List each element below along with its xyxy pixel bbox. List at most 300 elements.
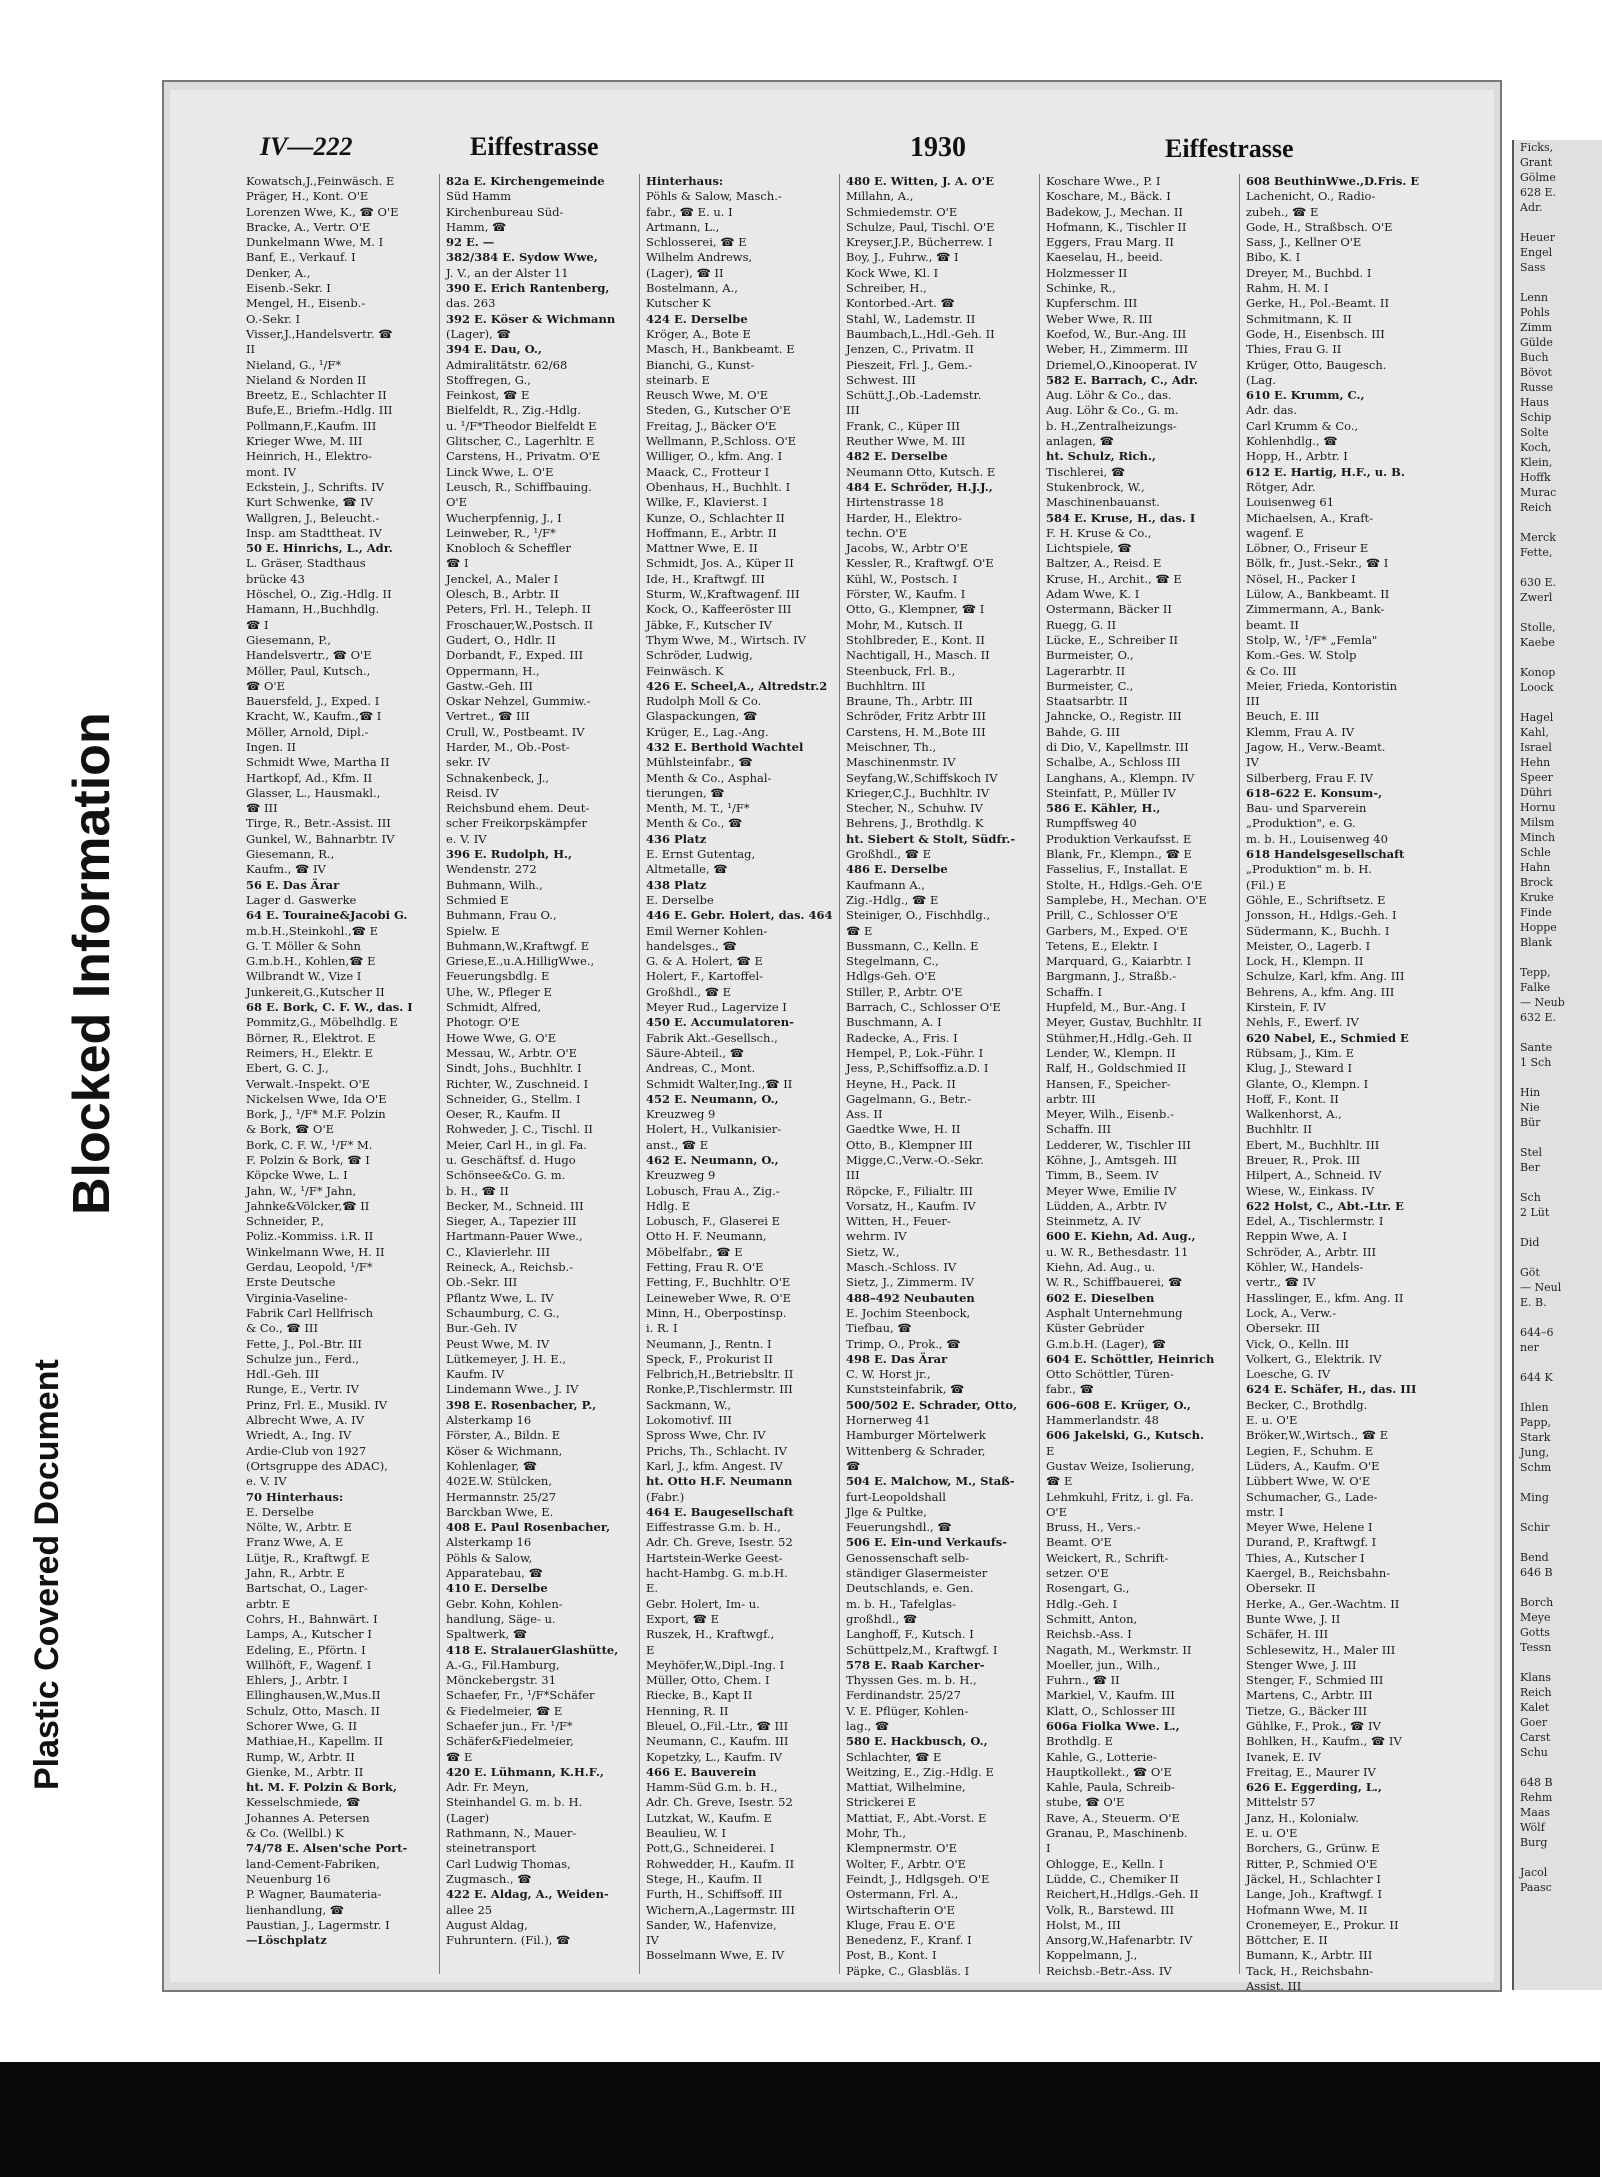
directory-entry: A.-G., Fil.Hamburg, xyxy=(446,1657,560,1672)
adjacent-page-fragment xyxy=(1514,605,1602,620)
adjacent-page-fragment: Zwerl xyxy=(1520,591,1553,604)
directory-entry: Köhler, W., Handels- xyxy=(1246,1260,1364,1275)
adjacent-page-fragment xyxy=(1514,1220,1602,1235)
directory-entry: Apparatebau, ☎ xyxy=(446,1566,543,1581)
adjacent-page-fragment xyxy=(1514,695,1602,710)
directory-entry: Feinwäsch. K xyxy=(646,663,724,678)
directory-entry: Stolp, W., ¹/F* „Femla" xyxy=(1246,632,1378,647)
directory-entry: Nachtigall, H., Masch. II xyxy=(846,648,990,663)
directory-entry: Rump, W., Arbtr. II xyxy=(246,1749,355,1764)
adjacent-page-fragment: Schle xyxy=(1520,846,1551,859)
directory-entry: Bau- und Sparverein xyxy=(1246,801,1367,816)
directory-entry: Möbelfabr., ☎ E xyxy=(646,1244,743,1259)
directory-entry: Maschinenbauanst. xyxy=(1046,495,1160,510)
directory-entry: Schmitt, Anton, xyxy=(1046,1611,1138,1626)
directory-entry: Krieger,C.J., Buchhltr. IV xyxy=(846,785,990,800)
directory-entry: 432 E. Berthold Wachtel xyxy=(646,739,804,754)
directory-entry: Rötger, Adr. xyxy=(1246,479,1316,494)
directory-entry: Klemm, Frau A. IV xyxy=(1246,724,1355,739)
directory-entry: Röpcke, F., Filialtr. III xyxy=(846,1183,973,1198)
directory-entry: V. E. Pflüger, Kohlen- xyxy=(846,1703,969,1718)
directory-entry: Ostermann, Bäcker II xyxy=(1046,602,1172,617)
directory-entry: Radecke, A., Fris. I xyxy=(846,1030,958,1045)
directory-entry: Tietze, G., Bäcker III xyxy=(1246,1703,1367,1718)
directory-entry: Klempnermstr. O'E xyxy=(846,1841,958,1856)
adjacent-page-fragment: Israel xyxy=(1520,741,1552,754)
adjacent-page-fragment: 648 B xyxy=(1520,1776,1553,1789)
directory-entry: Päpke, C., Glasbläs. I xyxy=(846,1963,970,1978)
directory-entry: Lehmkuhl, Fritz, i. gl. Fa. xyxy=(1046,1489,1194,1504)
directory-entry: 506 E. Ein-und Verkaufs- xyxy=(846,1535,1008,1550)
directory-entry: Junkereit,G.,Kutscher II xyxy=(246,984,385,999)
directory-entry: Pollmann,F.,Kaufm. III xyxy=(246,418,377,433)
directory-entry: Förster, A., Bildn. E xyxy=(446,1428,561,1443)
directory-entry: Nölte, W., Arbtr. E xyxy=(246,1520,352,1535)
directory-entry: Reichsbund ehem. Deut- xyxy=(446,801,590,816)
adjacent-page-fragment: Burg xyxy=(1520,1836,1548,1849)
directory-entry: 410 E. Derselbe xyxy=(446,1581,548,1596)
directory-entry: Harder, H., Elektro- xyxy=(846,510,962,525)
directory-entry: Reimers, H., Elektr. E xyxy=(246,1045,373,1060)
page-header xyxy=(260,130,1490,170)
directory-entry: Post, B., Kont. I xyxy=(846,1948,937,1963)
directory-entry: Nehls, F., Ewerf. IV xyxy=(1246,1015,1359,1030)
directory-entry: Beaulieu, W. I xyxy=(646,1826,727,1841)
adjacent-page-fragment: Loock xyxy=(1520,681,1554,694)
directory-entry: handlung, Säge- u. xyxy=(446,1611,556,1626)
directory-entry: Stukenbrock, W., xyxy=(1046,479,1145,494)
directory-entry: 56 E. Das Ärar xyxy=(246,877,340,892)
directory-entry: Schaffn. III xyxy=(1046,1122,1112,1137)
directory-entry: Jonsson, H., Hdlgs.-Geh. I xyxy=(1246,908,1397,923)
directory-entry: Ansorg,W.,Hafenarbtr. IV xyxy=(1046,1933,1193,1948)
adjacent-page-fragment: ner xyxy=(1520,1341,1539,1354)
directory-entry: Schönsee&Co. G. m. xyxy=(446,1168,566,1183)
directory-entry: 64 E. Touraine&Jacobi G. xyxy=(246,908,408,923)
directory-entry: II xyxy=(246,342,256,357)
directory-entry: (Ortsgruppe des ADAC), xyxy=(246,1458,388,1473)
directory-entry: Schnakenbeck, J., xyxy=(446,770,550,785)
adjacent-page-fragment: Stel xyxy=(1520,1146,1542,1159)
directory-entry: Holst, M., III xyxy=(1046,1917,1121,1932)
directory-entry: Kahle, G., Lotterie- xyxy=(1046,1749,1157,1764)
directory-entry: Kirstein, F. IV xyxy=(1246,1000,1326,1015)
directory-entry: ☎ I xyxy=(446,556,469,571)
directory-entry: Kowatsch,J.,Feinwäsch. E xyxy=(246,174,395,188)
directory-entry: Kreuzweg 9 xyxy=(646,1107,716,1122)
directory-entry: ht. Otto H.F. Neumann xyxy=(646,1474,793,1489)
adjacent-page-fragment: Brock xyxy=(1520,876,1553,889)
directory-entry: Mattner Wwe, E. II xyxy=(646,541,758,556)
directory-entry: 92 E. — xyxy=(446,235,495,250)
directory-entry: Legien, F., Schuhm. E xyxy=(1246,1443,1374,1458)
adjacent-page-fragment: Klans xyxy=(1520,1671,1552,1684)
directory-entry: m.b.H.,Steinkohl.,☎ E xyxy=(246,923,378,938)
directory-entry: Hirtenstrasse 18 xyxy=(846,495,944,510)
directory-entry: 504 E. Malchow, M., Staß- xyxy=(846,1474,1015,1489)
adjacent-page-fragment: Klein, xyxy=(1520,456,1553,469)
directory-entry: Albrecht Wwe, A. IV xyxy=(246,1413,365,1428)
directory-entry: Zugmasch., ☎ xyxy=(446,1871,532,1886)
directory-column-5 xyxy=(1040,174,1240,1978)
directory-entry: Weber Wwe, R. III xyxy=(1046,311,1153,326)
directory-entry: Holzmesser II xyxy=(1046,265,1128,280)
directory-entry: Prinz, Frl. E., Musikl. IV xyxy=(246,1397,388,1412)
directory-entry: Kock Wwe, Kl. I xyxy=(846,265,939,280)
adjacent-page-fragment: Schip xyxy=(1520,411,1552,424)
directory-entry: O.-Sekr. I xyxy=(246,311,301,326)
adjacent-page-fragment: 646 B xyxy=(1520,1566,1553,1579)
directory-entry: Stege, H., Kaufm. II xyxy=(646,1871,763,1886)
directory-entry: (Lag. xyxy=(1246,372,1276,387)
adjacent-page-fragment: Maas xyxy=(1520,1806,1551,1819)
directory-entry: Bork, C. F. W., ¹/F* M. xyxy=(246,1137,373,1152)
directory-entry: Ebert, M., Buchhltr. III xyxy=(1246,1137,1380,1152)
directory-entry: E. Derselbe xyxy=(646,892,714,907)
directory-entry: Mohr, M., Kutsch. II xyxy=(846,617,963,632)
directory-entry: Alsterkamp 16 xyxy=(446,1535,532,1550)
directory-page xyxy=(162,80,1502,1992)
directory-entry: Mengel, H., Eisenb.- xyxy=(246,296,366,311)
directory-entry: Fabrik Carl Hellfrisch xyxy=(246,1305,374,1320)
directory-entry: Ronke,P.,Tischlermstr. III xyxy=(646,1382,793,1397)
directory-entry: Andreas, C., Mont. xyxy=(646,1061,756,1076)
directory-entry: Löbner, O., Friseur E xyxy=(1246,541,1369,556)
directory-entry: Migge,C.,Verw.-O.-Sekr. xyxy=(846,1153,984,1167)
directory-entry: Lücke, E., Schreiber II xyxy=(1046,632,1179,647)
year-title: 1930 xyxy=(910,132,966,163)
directory-entry: Lichtspiele, ☎ xyxy=(1046,541,1132,556)
adjacent-page-fragment: E. B. xyxy=(1520,1296,1547,1309)
directory-entry: u. ¹/F*Theodor Bielfeldt E xyxy=(446,418,597,433)
directory-entry: u. Geschäftsf. d. Hugo xyxy=(446,1153,576,1167)
directory-entry: Jahnke&Völcker,☎ II xyxy=(246,1198,370,1213)
directory-entry: G.m.b.H., Kohlen,☎ E xyxy=(246,954,376,969)
directory-entry: Stahl, W., Lademstr. II xyxy=(846,311,976,326)
adjacent-page-fragment: Grant xyxy=(1520,156,1553,169)
directory-entry: Steinhandel G. m. b. H. xyxy=(446,1795,583,1810)
directory-entry: Bölk, fr., Just.-Sekr., ☎ I xyxy=(1246,556,1389,571)
directory-entry: E. u. O'E xyxy=(1246,1413,1298,1428)
directory-entry: Timm, B., Seem. IV xyxy=(1046,1168,1159,1183)
directory-entry: Langhans, A., Klempn. IV xyxy=(1046,770,1195,785)
directory-entry: Tirge, R., Betr.-Assist. III xyxy=(246,816,391,831)
directory-entry: Schumacher, G., Lade- xyxy=(1246,1489,1378,1504)
directory-entry: steinetransport xyxy=(446,1841,536,1856)
adjacent-page-fragment: Heuer xyxy=(1520,231,1555,244)
directory-entry: Meyer, Wilh., Eisenb.- xyxy=(1046,1107,1174,1122)
directory-entry: Hansen, F., Speicher- xyxy=(1046,1076,1171,1091)
adjacent-page-fragment: Schir xyxy=(1520,1521,1550,1534)
directory-entry: brücke 43 xyxy=(246,571,305,586)
directory-entry: Hamm, ☎ xyxy=(446,219,507,234)
directory-entry: 402E.W. Stülcken, xyxy=(446,1474,552,1489)
directory-entry: Richter, W., Zuschneid. I xyxy=(446,1076,589,1091)
directory-entry: ht. Schulz, Rich., xyxy=(1046,449,1156,464)
directory-entry: Peters, Frl. H., Teleph. II xyxy=(446,602,591,617)
adjacent-page-fragment: 644 K xyxy=(1520,1371,1553,1384)
directory-entry: arbtr. III xyxy=(1046,1091,1096,1106)
directory-entry: wehrm. IV xyxy=(846,1229,907,1244)
adjacent-page-fragment: Hagel xyxy=(1520,711,1554,724)
directory-entry: 436 Platz xyxy=(646,831,707,846)
directory-entry: Hdlg.-Geh. I xyxy=(1046,1596,1118,1611)
directory-entry: m. b. H., Tafelglas- xyxy=(846,1596,956,1611)
directory-entry: 382/384 E. Sydow Wwe, xyxy=(446,250,598,265)
directory-entry: 466 E. Bauverein xyxy=(646,1764,757,1779)
directory-entry: Wucherpfennig, J., I xyxy=(446,510,562,525)
directory-entry: E xyxy=(646,1642,655,1657)
directory-entry: Schinke, R., xyxy=(1046,281,1116,296)
directory-entry: Insp. am Stadttheat. IV xyxy=(246,525,382,540)
directory-entry: Lagerarbtr. II xyxy=(1046,663,1126,678)
directory-entry: vertr., ☎ IV xyxy=(1246,1275,1316,1290)
directory-entry: Ruegg, G. II xyxy=(1046,617,1117,632)
directory-entry: Hoff, F., Kont. II xyxy=(1246,1091,1339,1106)
directory-entry: E. Derselbe xyxy=(246,1504,314,1519)
directory-entry: Silberberg, Frau F. IV xyxy=(1246,770,1373,785)
directory-entry: Thyssen Ges. m. b. H., xyxy=(846,1673,977,1688)
directory-entry: Kopetzky, L., Kaufm. IV xyxy=(646,1749,783,1764)
directory-entry: Thies, Frau G. II xyxy=(1246,342,1342,357)
directory-entry: wagenf. E xyxy=(1246,525,1304,540)
directory-entry: Brothdlg. E xyxy=(1046,1734,1114,1749)
directory-entry: Breuer, R., Prok. III xyxy=(1246,1153,1361,1167)
directory-entry: E. u. O'E xyxy=(1246,1826,1298,1841)
directory-entry: 624 E. Schäfer, H., das. III xyxy=(1246,1382,1417,1397)
directory-entry: Hoffmann, E., Arbtr. II xyxy=(646,525,777,540)
adjacent-page-fragment: Meye xyxy=(1520,1611,1551,1624)
directory-entry: Reichsb.-Ass. I xyxy=(1046,1627,1132,1642)
scanner-bottom-bar xyxy=(0,2062,1600,2177)
directory-entry: Dunkelmann Wwe, M. I xyxy=(246,235,384,250)
directory-entry: Aug. Löhr & Co., G. m. xyxy=(1046,403,1179,418)
directory-entry: Südermann, K., Buchh. I xyxy=(1246,923,1390,938)
directory-entry: Oskar Nehzel, Gummiw.- xyxy=(446,694,591,709)
directory-entry: Messau, W., Arbtr. O'E xyxy=(446,1045,578,1060)
directory-entry: Lülow, A., Bankbeamt. II xyxy=(1246,587,1390,602)
directory-entry: Otto, G., Klempner, ☎ I xyxy=(846,602,985,617)
directory-entry: Glaspackungen, ☎ xyxy=(646,709,758,724)
directory-entry: Tiefbau, ☎ xyxy=(846,1321,912,1336)
directory-entry: (Lager), ☎ II xyxy=(646,265,724,280)
directory-entry: Schäfer&Fiedelmeier, xyxy=(446,1734,574,1749)
directory-entry: Wichern,A.,Lagermstr. III xyxy=(646,1902,795,1917)
directory-entry: Bumann, K., Arbtr. III xyxy=(1246,1948,1373,1963)
directory-entry: Handelsvertr., ☎ O'E xyxy=(246,648,372,663)
directory-entry: Schmidt, Jos. A., Küper II xyxy=(646,556,794,571)
directory-entry: Meyer Wwe, Helene I xyxy=(1246,1520,1373,1535)
directory-entry: Lobusch, F., Glaserei E xyxy=(646,1214,781,1229)
directory-entry: anst., ☎ E xyxy=(646,1137,709,1152)
directory-entry: Johannes A. Petersen xyxy=(246,1810,370,1825)
directory-entry: Adr. Ch. Greve, Isestr. 52 xyxy=(646,1535,793,1550)
directory-entry: 584 E. Kruse, H., das. I xyxy=(1046,510,1196,525)
directory-entry: (Lager) xyxy=(446,1810,490,1825)
directory-entry: Fuhruntern. (Fil.), ☎ xyxy=(446,1933,571,1948)
directory-entry: Lorenzen Wwe, K., ☎ O'E xyxy=(246,204,399,219)
directory-entry: Hamann, H.,Buchhdlg. xyxy=(246,602,380,617)
directory-entry: Stoffregen, G., xyxy=(446,372,531,387)
directory-entry: Eckstein, J., Schrifts. IV xyxy=(246,479,385,494)
directory-entry: Gudert, O., Hdlr. II xyxy=(446,632,556,647)
directory-entry: & Bork, ☎ O'E xyxy=(246,1122,335,1137)
directory-entry: Becker, M., Schneid. III xyxy=(446,1198,584,1213)
directory-entry: Borchers, G., Grünw. E xyxy=(1246,1841,1380,1856)
directory-entry: Lachenicht, O., Radio- xyxy=(1246,189,1376,204)
directory-entry: O'E xyxy=(446,495,467,510)
directory-entry: Becker, C., Brothdlg. xyxy=(1246,1397,1368,1412)
directory-entry: Sackmann, W., xyxy=(646,1397,732,1412)
directory-entry: Buschmann, A. I xyxy=(846,1015,942,1030)
directory-entry: Knobloch & Scheffler xyxy=(446,541,571,556)
adjacent-page-fragment: Solte xyxy=(1520,426,1549,439)
adjacent-page-fragment: Tessn xyxy=(1520,1641,1552,1654)
directory-entry: 70 Hinterhaus: xyxy=(246,1489,344,1504)
directory-entry: Burmeister, O., xyxy=(1046,648,1134,663)
directory-entry: i. R. I xyxy=(646,1321,678,1336)
directory-entry: Schwest. III xyxy=(846,372,916,387)
directory-entry: Krüger, E., Lag.-Ang. xyxy=(646,724,769,739)
directory-entry: Maack, C., Frotteur I xyxy=(646,464,770,479)
directory-entry: Griese,E.,u.A.HilligWwe., xyxy=(446,954,595,969)
directory-entry: Schlachter, ☎ E xyxy=(846,1749,942,1764)
directory-entry: Reuther Wwe, M. III xyxy=(846,434,966,449)
directory-entry: Gode, H., Straßbsch. O'E xyxy=(1246,219,1393,234)
adjacent-page-fragment: Engel xyxy=(1520,246,1553,259)
directory-entry: Jahn, W., ¹/F* Jahn, xyxy=(246,1183,357,1198)
directory-entry: Hdl.-Geh. III xyxy=(246,1367,319,1382)
directory-entry: Hinterhaus: xyxy=(646,174,724,188)
directory-entry: Gebr. Kohn, Kohlen- xyxy=(446,1596,563,1611)
directory-entry: 488–492 Neubauten xyxy=(846,1290,975,1305)
directory-entry: Gunkel, W., Bahnarbtr. IV xyxy=(246,831,395,846)
directory-entry: ständiger Glasermeister xyxy=(846,1566,988,1581)
adjacent-page-fragment xyxy=(1514,560,1602,575)
adjacent-page-fragment: Schu xyxy=(1520,1746,1548,1759)
directory-entry: Ostermann, Frl. A., xyxy=(846,1887,959,1902)
directory-entry: di Dio, V., Kapellmstr. III xyxy=(1046,739,1189,754)
directory-entry: ☎ E xyxy=(846,923,873,938)
directory-entry: Artmann, L., xyxy=(646,219,720,234)
directory-entry: 606–608 E. Krüger, O., xyxy=(1046,1397,1191,1412)
directory-entry: Reusch Wwe, M. O'E xyxy=(646,388,769,403)
adjacent-page-fragment: Schm xyxy=(1520,1461,1552,1474)
adjacent-page-fragment: Ber xyxy=(1520,1161,1540,1174)
adjacent-page-fragment: Paasc xyxy=(1520,1881,1552,1894)
adjacent-page-fragment: Russe xyxy=(1520,381,1554,394)
directory-entry: Hamburger Mörtelwerk xyxy=(846,1428,986,1443)
directory-entry: Sindt, Johs., Buchhltr. I xyxy=(446,1061,582,1076)
directory-entry: Schaumburg, C. G., xyxy=(446,1305,560,1320)
directory-entry: August Aldag, xyxy=(446,1917,528,1932)
directory-entry: Pöhls & Salow, xyxy=(446,1550,533,1565)
directory-entry: Ide, H., Kraftwgf. III xyxy=(646,571,765,586)
directory-entry: Schlosserei, ☎ E xyxy=(646,235,747,250)
directory-entry: 392 E. Köser & Wichmann xyxy=(446,311,616,326)
directory-entry: Gerdau, Leopold, ¹/F* xyxy=(246,1260,373,1275)
adjacent-page-fragment: 644–6 xyxy=(1520,1326,1554,1339)
directory-entry: mstr. I xyxy=(1246,1504,1284,1519)
directory-entry: 578 E. Raab Karcher- xyxy=(846,1657,985,1672)
directory-entry: handelsges., ☎ xyxy=(646,938,737,953)
directory-entry: Vertret., ☎ III xyxy=(446,709,530,724)
directory-entry: Kohlenlager, ☎ xyxy=(446,1458,538,1473)
directory-entry: ☎ xyxy=(846,1458,861,1473)
directory-entry: Thies, A., Kutscher I xyxy=(1246,1550,1365,1565)
directory-entry: Staatsarbtr. II xyxy=(1046,694,1128,709)
directory-columns xyxy=(240,174,1440,1994)
directory-entry: Vorsatz, H., Kaufm. IV xyxy=(846,1198,976,1213)
directory-entry: Lütkemeyer, J. H. E., xyxy=(446,1351,567,1366)
directory-entry: 450 E. Accumulatoren- xyxy=(646,1015,794,1030)
directory-entry: Meier, Carl H., in gl. Fa. xyxy=(446,1137,587,1152)
directory-entry: Eiffestrasse G.m. b. H., xyxy=(646,1520,781,1535)
directory-entry: Winkelmann Wwe, H. II xyxy=(246,1244,385,1259)
directory-entry: Loesche, G. IV xyxy=(1246,1367,1331,1382)
directory-entry: Dreyer, M., Buchbd. I xyxy=(1246,265,1372,280)
directory-entry: Wilbrandt W., Vize I xyxy=(246,969,362,984)
adjacent-page-fragment: Stolle, xyxy=(1520,621,1556,634)
directory-entry: 608 BeuthinWwe.,D.Fris. E xyxy=(1246,174,1420,188)
directory-entry: Kessler, R., Kraftwgf. O'E xyxy=(846,556,994,571)
directory-entry: 582 E. Barrach, C., Adr. xyxy=(1046,372,1198,387)
adjacent-page-fragment: Kaebe xyxy=(1520,636,1555,649)
directory-entry: 580 E. Hackbusch, O., xyxy=(846,1734,988,1749)
directory-entry: Kreyser,J.P., Bücherrew. I xyxy=(846,235,993,250)
directory-entry: Kiehn, Ad. Aug., u. xyxy=(1046,1260,1156,1275)
directory-entry: Mattiat, Wilhelmine, xyxy=(846,1780,966,1795)
directory-entry: Mathiae,H., Kapellm. II xyxy=(246,1734,383,1749)
adjacent-page-fragment: Buch xyxy=(1520,351,1549,364)
directory-entry: Schulze, Karl, kfm. Ang. III xyxy=(1246,969,1405,984)
directory-entry: Jahn, R., Arbtr. E xyxy=(246,1566,345,1581)
directory-entry: Lütje, R., Kraftwgf. E xyxy=(246,1550,370,1565)
adjacent-page-fragment: Sch xyxy=(1520,1191,1541,1204)
directory-entry: anlagen, ☎ xyxy=(1046,434,1115,449)
directory-entry: Wirtschafterin O'E xyxy=(846,1902,955,1917)
directory-entry: Alsterkamp 16 xyxy=(446,1413,532,1428)
directory-entry: Koschare Wwe., P. I xyxy=(1046,174,1161,188)
directory-entry: & Co. III xyxy=(1246,663,1297,678)
directory-entry: Lübbert Wwe, W. O'E xyxy=(1246,1474,1371,1489)
adjacent-page-fragment: Adr. xyxy=(1520,201,1543,214)
directory-entry: Schmidt, Alfred, xyxy=(446,1000,542,1015)
directory-entry: großhdl., ☎ xyxy=(846,1611,918,1626)
directory-entry: Meyhöfer,W.,Dipl.-Ing. I xyxy=(646,1657,785,1672)
directory-entry: Trimp, O., Prok., ☎ xyxy=(846,1336,961,1351)
directory-entry: Lindemann Wwe., J. IV xyxy=(446,1382,579,1397)
directory-entry: zubeh., ☎ E xyxy=(1246,204,1319,219)
directory-entry: Hauptkollekt., ☎ O'E xyxy=(1046,1764,1172,1779)
directory-entry: Kracht, W., Kaufm.,☎ I xyxy=(246,709,382,724)
directory-entry: Leinweber, R., ¹/F* xyxy=(446,525,556,540)
adjacent-page-fragment: Gotts xyxy=(1520,1626,1550,1639)
directory-entry: steinarb. E xyxy=(646,372,710,387)
directory-entry: Speck, F., Prokurist II xyxy=(646,1351,773,1366)
directory-entry: Baumbach,L.,Hdl.-Geh. II xyxy=(846,326,995,341)
directory-entry: Steinmetz, A. IV xyxy=(1046,1214,1141,1229)
directory-entry: Kunststeinfabrik, ☎ xyxy=(846,1382,965,1397)
directory-entry: ☎ E xyxy=(1046,1474,1073,1489)
directory-entry: land-Cement-Fabriken, xyxy=(246,1856,380,1871)
directory-entry: Menth, M. T., ¹/F* xyxy=(646,801,750,816)
directory-entry: das. 263 xyxy=(446,296,496,311)
adjacent-page-fragment xyxy=(1514,650,1602,665)
directory-entry: Stohlbreder, E., Kont. II xyxy=(846,632,985,647)
directory-entry: Adr. Fr. Meyn, xyxy=(446,1780,529,1795)
adjacent-page-fragment: Carst xyxy=(1520,1731,1551,1744)
